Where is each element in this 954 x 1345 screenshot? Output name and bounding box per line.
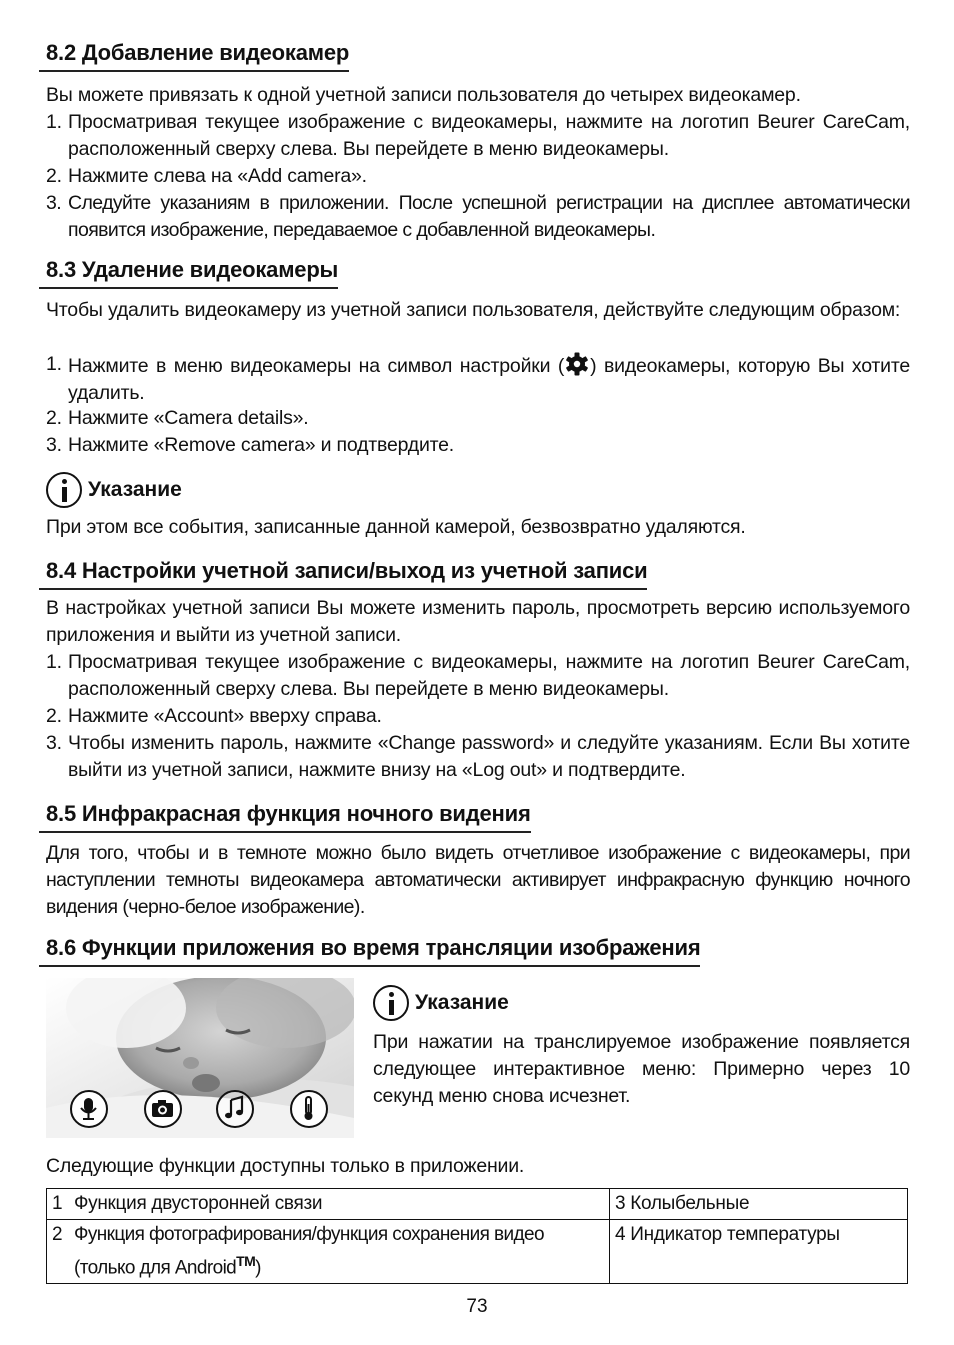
- section-heading-8-4: 8.4 Настройки учетной записи/выход из учетной записи: [39, 558, 647, 590]
- gear-icon: [564, 351, 590, 377]
- s83-step-3: 3. Нажмите «Remove camera» и подтвердите.: [46, 434, 455, 456]
- table-cell: 2 Функция фотографирования/функция сохранения видео (только для Android™): [47, 1220, 610, 1284]
- microphone-icon[interactable]: [70, 1090, 108, 1128]
- functions-table: [46, 1188, 908, 1284]
- s84-step-1: 1. Просматривая текущее изображение с видеокамеры, нажмите на логотип Beurer CareCam, расположенный сверху слева. Вы перейдете в меню видеокамеры.: [46, 651, 910, 700]
- s83-note-text: При этом все события, записанные данной камерой, безвозвратно удаляются.: [46, 516, 746, 538]
- table-cell: 3 Колыбельные: [610, 1189, 908, 1220]
- table-cell: 1 Функция двусторонней связи: [47, 1189, 610, 1220]
- note-title: Указание: [88, 478, 182, 501]
- s86-note-header: [373, 985, 509, 1021]
- page-number: 73: [466, 1296, 488, 1317]
- s84-step-3: 3. Чтобы изменить пароль, нажмите «Change password» и следуйте указаниям. Если Вы хотите выйти из учетной записи, нажмите внизу на «Log out» и подтвердите.: [46, 732, 910, 781]
- s82-step-3: 3. Следуйте указаниям в приложении. После успешной регистрации на дисплее автоматически появится изображение, передаваемое с добавленной видеокамеры.: [46, 192, 910, 241]
- s83-step-2: 2. Нажмите «Camera details».: [46, 407, 309, 429]
- section-heading-8-3: 8.3 Удаление видеокамеры: [39, 257, 338, 289]
- camera-icon[interactable]: [144, 1090, 182, 1128]
- table-row: [47, 1220, 908, 1284]
- section-heading-8-2: 8.2 Добавление видеокамер: [39, 40, 349, 72]
- s83-note-header: [46, 472, 182, 508]
- section-heading-8-6: 8.6 Функции приложения во время трансляции изображения: [39, 935, 700, 967]
- s84-step-2: 2. Нажмите «Account» вверху справа.: [46, 705, 382, 727]
- info-icon: [46, 472, 82, 508]
- s82-intro: Вы можете привязать к одной учетной записи пользователя до четырех видеокамер.: [46, 84, 801, 106]
- s85-text: Для того, чтобы и в темноте можно было видеть отчетливое изображение с видеокамеры, при наступлении темноты видеокамера автоматически активирует инфракрасную функцию ночного видения (черно-белое изображение).: [46, 842, 910, 918]
- section-heading-8-5: 8.5 Инфракрасная функция ночного видения: [39, 801, 531, 833]
- music-note-icon[interactable]: [216, 1090, 254, 1128]
- note-title: Указание: [415, 991, 509, 1014]
- s82-step-1: 1. Просматривая текущее изображение с видеокамеры, нажмите на логотип Beurer CareCam, расположенный сверху слева. Вы перейдете в меню видеокамеры.: [46, 111, 910, 160]
- s83-step-1: 1. Нажмите в меню видеокамеры на символ настройки ( ) видеокамеры, которую Вы хотите удалить.: [46, 353, 910, 404]
- baby-photo: [46, 978, 354, 1138]
- thermometer-icon[interactable]: [290, 1090, 328, 1128]
- table-cell: 4 Индикатор температуры: [610, 1220, 908, 1284]
- s82-step-2: 2. Нажмите слева на «Add camera».: [46, 165, 367, 187]
- table-row: [47, 1189, 908, 1220]
- s84-intro: В настройках учетной записи Вы можете изменить пароль, просмотреть версию используемого приложения и выйти из учетной записи.: [46, 597, 910, 646]
- s83-intro: Чтобы удалить видеокамеру из учетной записи пользователя, действуйте следующим образом:: [46, 299, 901, 321]
- s86-note-text: При нажатии на транслируемое изображение появляется следующее интерактивное меню: Примерно через 10 секунд меню снова исчезнет.: [373, 1031, 910, 1107]
- s86-after-text: Следующие функции доступны только в приложении.: [46, 1155, 525, 1177]
- info-icon: [373, 985, 409, 1021]
